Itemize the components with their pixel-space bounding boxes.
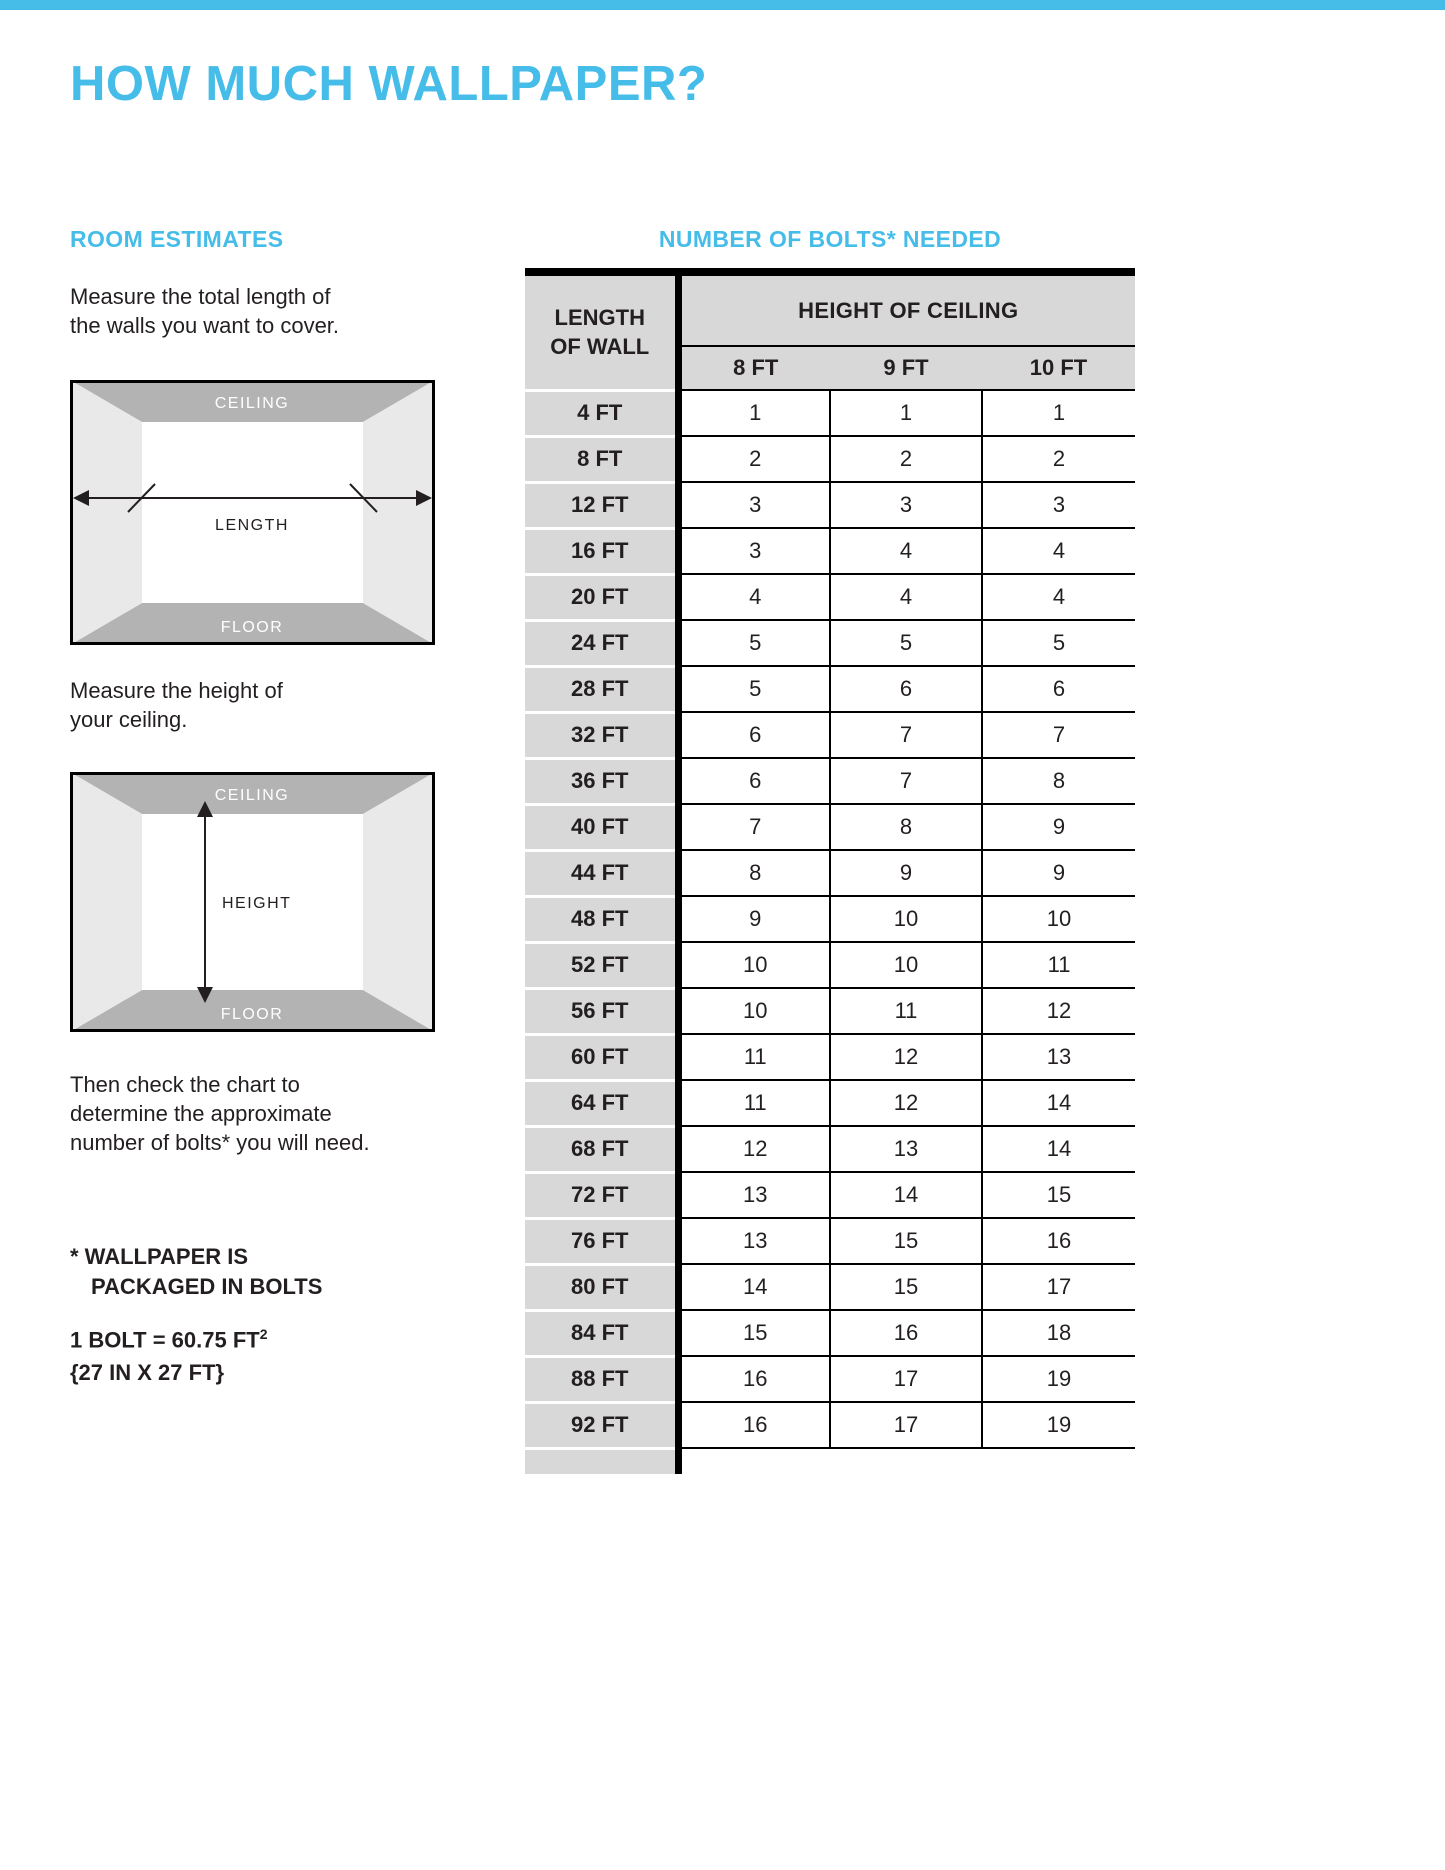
bolts-value-cell: 16 — [678, 1402, 830, 1448]
bolts-value-cell: 8 — [678, 850, 830, 896]
bolts-value-cell: 5 — [830, 620, 982, 666]
wall-length-cell: 64 FT — [525, 1080, 678, 1126]
table-row — [525, 942, 1135, 988]
bolts-value-cell: 9 — [982, 804, 1135, 850]
bolts-value-cell: 15 — [678, 1310, 830, 1356]
wall-length-cell: 16 FT — [525, 528, 678, 574]
table-top-rule — [525, 268, 1135, 276]
bolts-value-cell: 7 — [830, 712, 982, 758]
wall-length-cell: 48 FT — [525, 896, 678, 942]
table-row — [525, 620, 1135, 666]
wall-length-cell: 72 FT — [525, 1172, 678, 1218]
bolts-value-cell: 3 — [678, 528, 830, 574]
bolts-value-cell: 3 — [982, 482, 1135, 528]
bolts-value-cell: 17 — [982, 1264, 1135, 1310]
table-row — [525, 1310, 1135, 1356]
table-row — [525, 390, 1135, 436]
table-row — [525, 1080, 1135, 1126]
packaging-note — [70, 1242, 322, 1302]
bolts-value-cell: 5 — [678, 666, 830, 712]
bolts-value-cell: 5 — [982, 620, 1135, 666]
bolts-table-heading: NUMBER OF BOLTS* NEEDED — [658, 226, 1002, 252]
bolts-value-cell: 9 — [830, 850, 982, 896]
bolts-value-cell: 3 — [830, 482, 982, 528]
bolts-value-cell: 15 — [830, 1218, 982, 1264]
table-row — [525, 712, 1135, 758]
text-line: LENGTH — [554, 305, 645, 331]
table-row — [525, 850, 1135, 896]
length-label: LENGTH — [215, 517, 289, 534]
table-filler-row — [525, 1448, 1135, 1474]
wall-length-cell: 80 FT — [525, 1264, 678, 1310]
table-row — [525, 528, 1135, 574]
instruction-measure-height — [70, 676, 283, 734]
room-estimates-heading: ROOM ESTIMATES — [70, 226, 284, 252]
bolts-value-cell: 7 — [830, 758, 982, 804]
text-line: determine the approximate — [70, 1101, 332, 1126]
instruction-measure-length — [70, 282, 339, 340]
text-line: 1 BOLT = 60.75 FT — [70, 1327, 260, 1353]
height-label: HEIGHT — [222, 895, 292, 912]
table-row — [525, 1172, 1135, 1218]
bolts-value-cell: 16 — [678, 1356, 830, 1402]
wall-length-cell: 28 FT — [525, 666, 678, 712]
text-line: Measure the height of — [70, 678, 283, 703]
table-row — [525, 1356, 1135, 1402]
table-row — [525, 988, 1135, 1034]
bolts-value-cell: 1 — [830, 390, 982, 436]
table-row — [525, 666, 1135, 712]
top-accent-bar — [0, 0, 1445, 10]
bolts-value-cell: 12 — [830, 1034, 982, 1080]
text-line: Then check the chart to — [70, 1072, 300, 1097]
bolts-value-cell: 1 — [678, 390, 830, 436]
bolts-value-cell: 16 — [830, 1310, 982, 1356]
ceiling-label: CEILING — [214, 395, 290, 412]
bolts-value-cell: 1 — [982, 390, 1135, 436]
text-line: PACKAGED IN BOLTS — [91, 1274, 323, 1299]
table-row — [525, 574, 1135, 620]
bolts-value-cell: 14 — [982, 1080, 1135, 1126]
bolts-value-cell: 6 — [678, 712, 830, 758]
back-wall-panel — [142, 422, 363, 603]
bolts-value-cell: 9 — [982, 850, 1135, 896]
bolts-value-cell: 7 — [678, 804, 830, 850]
wall-length-cell: 32 FT — [525, 712, 678, 758]
bolts-value-cell: 11 — [982, 942, 1135, 988]
bolts-value-cell: 2 — [830, 436, 982, 482]
height-of-ceiling-header: HEIGHT OF CEILING — [678, 276, 1135, 346]
table-header-row-group — [525, 276, 1135, 346]
bolts-value-cell: 7 — [982, 712, 1135, 758]
text-line: the walls you want to cover. — [70, 313, 340, 338]
bolts-value-cell: 9 — [678, 896, 830, 942]
wall-length-cell: 92 FT — [525, 1402, 678, 1448]
wall-length-cell: 4 FT — [525, 390, 678, 436]
bolts-value-cell: 4 — [982, 528, 1135, 574]
bolts-value-cell: 4 — [830, 528, 982, 574]
wall-length-cell: 12 FT — [525, 482, 678, 528]
left-wall-panel — [70, 380, 142, 645]
bolts-value-cell: 8 — [982, 758, 1135, 804]
bolts-value-cell: 8 — [830, 804, 982, 850]
bolts-value-cell: 17 — [830, 1356, 982, 1402]
bolts-value-cell: 10 — [830, 942, 982, 988]
filler-cell — [678, 1448, 1135, 1474]
bolts-value-cell: 12 — [678, 1126, 830, 1172]
bolts-value-cell: 19 — [982, 1356, 1135, 1402]
bolts-value-cell: 19 — [982, 1402, 1135, 1448]
left-wall-panel — [70, 772, 142, 1032]
bolts-value-cell: 16 — [982, 1218, 1135, 1264]
bolts-value-cell: 15 — [982, 1172, 1135, 1218]
bolts-value-cell: 5 — [678, 620, 830, 666]
bolts-value-cell: 10 — [982, 896, 1135, 942]
table-row — [525, 482, 1135, 528]
table-row — [525, 1126, 1135, 1172]
table-row — [525, 758, 1135, 804]
bolts-value-cell: 4 — [678, 574, 830, 620]
room-length-diagram — [70, 380, 435, 645]
bolts-value-cell: 2 — [678, 436, 830, 482]
text-line: * WALLPAPER IS — [70, 1244, 249, 1269]
bolts-value-cell: 3 — [678, 482, 830, 528]
floor-label: FLOOR — [220, 619, 284, 636]
table-row — [525, 1218, 1135, 1264]
text-line: OF WALL — [550, 334, 650, 360]
bolts-value-cell: 12 — [982, 988, 1135, 1034]
bolts-value-cell: 14 — [678, 1264, 830, 1310]
bolts-value-cell: 2 — [982, 436, 1135, 482]
exponent: 2 — [259, 1326, 268, 1342]
instruction-check-chart — [70, 1070, 370, 1157]
bolts-value-cell: 14 — [830, 1172, 982, 1218]
wall-length-cell: 68 FT — [525, 1126, 678, 1172]
bolt-dimensions: {27 IN X 27 FT} — [70, 1360, 225, 1385]
bolts-table-body — [525, 390, 1135, 1448]
bolts-value-cell: 4 — [982, 574, 1135, 620]
right-wall-panel — [363, 380, 435, 645]
ceiling-height-10ft-header: 10 FT — [982, 346, 1135, 390]
wall-length-cell: 56 FT — [525, 988, 678, 1034]
bolts-value-cell: 15 — [830, 1264, 982, 1310]
wall-length-cell: 60 FT — [525, 1034, 678, 1080]
floor-label: FLOOR — [220, 1006, 284, 1023]
wall-length-cell: 36 FT — [525, 758, 678, 804]
wall-length-cell: 76 FT — [525, 1218, 678, 1264]
wall-length-cell: 52 FT — [525, 942, 678, 988]
wall-length-cell: 88 FT — [525, 1356, 678, 1402]
bolts-value-cell: 13 — [982, 1034, 1135, 1080]
wall-length-cell: 44 FT — [525, 850, 678, 896]
ceiling-height-diagram — [70, 772, 435, 1032]
text-line: your ceiling. — [70, 707, 188, 732]
length-of-wall-header — [525, 276, 678, 390]
table-row — [525, 804, 1135, 850]
bolts-value-cell: 6 — [982, 666, 1135, 712]
bolt-size-formula — [70, 1326, 268, 1353]
bolts-value-cell: 18 — [982, 1310, 1135, 1356]
wall-length-cell: 24 FT — [525, 620, 678, 666]
table-row — [525, 1402, 1135, 1448]
bolts-value-cell: 13 — [830, 1126, 982, 1172]
table-row — [525, 1264, 1135, 1310]
bolts-value-cell: 14 — [982, 1126, 1135, 1172]
right-wall-panel — [363, 772, 435, 1032]
bolts-value-cell: 10 — [678, 942, 830, 988]
bolts-value-cell: 11 — [830, 988, 982, 1034]
bolts-table — [525, 276, 1135, 1474]
bolts-value-cell: 12 — [830, 1080, 982, 1126]
bolts-value-cell: 10 — [678, 988, 830, 1034]
bolts-value-cell: 17 — [830, 1402, 982, 1448]
bolts-value-cell: 11 — [678, 1080, 830, 1126]
page-title: HOW MUCH WALLPAPER? — [70, 57, 708, 111]
wall-length-cell: 40 FT — [525, 804, 678, 850]
wall-length-cell: 20 FT — [525, 574, 678, 620]
text-line: number of bolts* you will need. — [70, 1130, 370, 1155]
bolts-value-cell: 4 — [830, 574, 982, 620]
bolts-value-cell: 13 — [678, 1218, 830, 1264]
bolts-value-cell: 6 — [678, 758, 830, 804]
ceiling-height-8ft-header: 8 FT — [678, 346, 830, 390]
ceiling-label: CEILING — [214, 787, 290, 804]
table-row — [525, 896, 1135, 942]
bolts-value-cell: 13 — [678, 1172, 830, 1218]
text-line: Measure the total length of — [70, 284, 331, 309]
ceiling-height-9ft-header: 9 FT — [830, 346, 982, 390]
filler-cell — [525, 1448, 678, 1474]
wall-length-cell: 8 FT — [525, 436, 678, 482]
bolts-table-section — [525, 268, 1135, 1474]
bolts-value-cell: 6 — [830, 666, 982, 712]
wall-length-cell: 84 FT — [525, 1310, 678, 1356]
table-row — [525, 1034, 1135, 1080]
table-row — [525, 436, 1135, 482]
bolts-value-cell: 10 — [830, 896, 982, 942]
bolts-value-cell: 11 — [678, 1034, 830, 1080]
